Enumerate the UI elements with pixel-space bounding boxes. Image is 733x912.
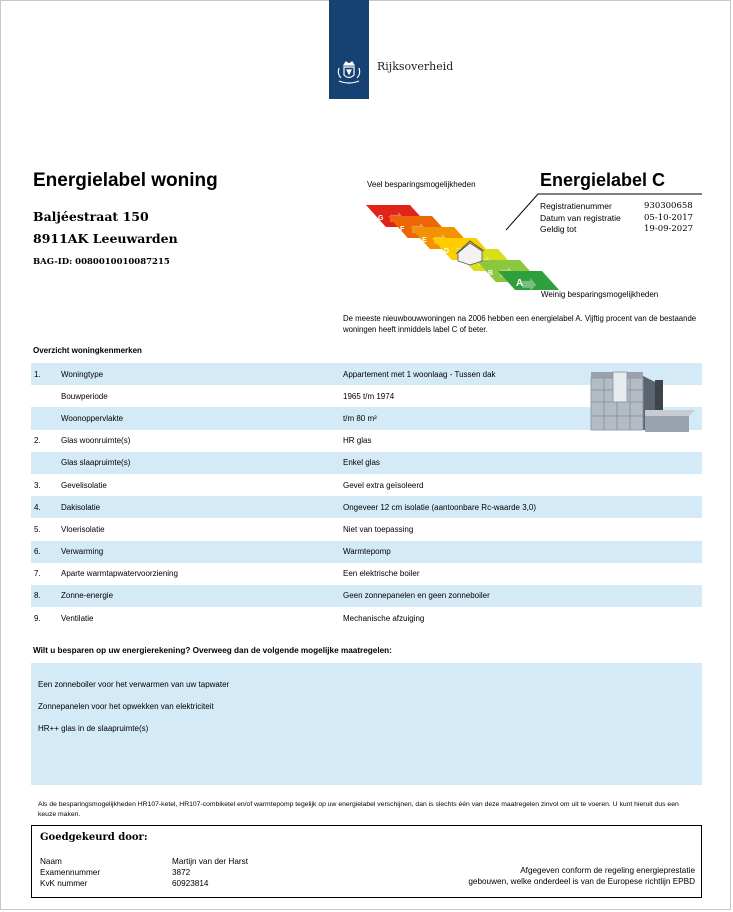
energy-class-letter: D <box>444 248 450 255</box>
table-row <box>31 607 702 629</box>
row-num: 5. <box>34 524 41 534</box>
detail-row: Registratienummer 930300658 <box>540 201 693 211</box>
row-value: Mechanische afzuiging <box>343 613 425 623</box>
table-row <box>31 585 702 607</box>
energy-class-letter: G <box>378 215 384 222</box>
overview-heading: Overzicht woningkenmerken <box>33 346 142 355</box>
row-name: Zonne-energie <box>61 591 114 601</box>
detail-row: Geldig tot 19-09-2027 <box>540 224 694 234</box>
approval-key: KvK nummer <box>40 879 88 888</box>
row-name: Woningtype <box>61 369 104 379</box>
row-value: HR glas <box>343 436 372 446</box>
row-num: 9. <box>34 613 41 623</box>
table-row <box>31 563 702 585</box>
intro-text: De meeste nieuwbouwwoningen na 2006 hebben een energielabel A. Vijftig procent van de bestaande woningen heeft inmiddels label C of beter. <box>343 314 697 334</box>
energy-label-heading: Energielabel C <box>540 170 666 190</box>
row-name: Woonoppervlakte <box>61 413 124 423</box>
row-value: Gevel extra geïsoleerd <box>343 480 424 490</box>
conform-statement <box>468 865 695 887</box>
crest-icon <box>333 56 365 88</box>
conform-line: Afgegeven conform de regeling energieprestatie <box>520 866 695 875</box>
row-value: Enkel glas <box>343 458 380 468</box>
energy-class-letter: B <box>488 270 494 277</box>
row-num: 2. <box>34 436 41 446</box>
conform-line: gebouwen, welke onderdeel is van de Europese richtlijn EPBD <box>468 877 695 886</box>
table-row <box>31 496 702 518</box>
address-postal-city: 8911AK Leeuwarden <box>33 231 178 246</box>
row-num: 3. <box>34 480 41 490</box>
row-value: Warmtepomp <box>343 547 391 557</box>
logo-text: Rijksoverheid <box>377 60 454 73</box>
row-num: 1. <box>34 369 41 379</box>
approval-heading: Goedgekeurd door: <box>40 832 148 843</box>
approval-box <box>31 825 702 898</box>
address-street: Baljéestraat 150 <box>33 209 149 224</box>
row-value: 1965 t/m 1974 <box>343 391 395 401</box>
advice-item: Een zonneboiler voor het verwarmen van uw tapwater <box>38 680 230 689</box>
row-num: 6. <box>34 547 41 557</box>
energy-class-letter: A <box>516 278 524 289</box>
row-value: Niet van toepassing <box>343 524 414 534</box>
approval-value: 3872 <box>172 868 191 877</box>
row-name: Glas slaapruimte(s) <box>61 458 131 468</box>
row-num: 4. <box>34 502 41 512</box>
row-name: Ventilatie <box>61 613 94 623</box>
house-illustration <box>585 370 700 435</box>
table-row <box>31 518 702 540</box>
row-name: Vloerisolatie <box>61 524 105 534</box>
energy-class-letter: E <box>422 237 427 244</box>
approval-key: Naam <box>40 857 62 866</box>
scale-bottom-label: Weinig besparingsmogelijkheden <box>541 290 659 299</box>
row-name: Dakisolatie <box>61 502 101 512</box>
row-value: t/m 80 m² <box>343 413 377 423</box>
energy-class-letter: F <box>400 226 405 233</box>
row-name: Verwarming <box>61 547 104 557</box>
row-num: 8. <box>34 591 41 601</box>
approval-value: Martijn van der Harst <box>172 857 248 866</box>
row-num: 7. <box>34 569 41 579</box>
advice-item: HR++ glas in de slaapruimte(s) <box>38 724 149 733</box>
registration-details <box>540 201 693 236</box>
row-value: Appartement met 1 woonlaag - Tussen dak <box>343 369 496 379</box>
advice-item: Zonnepanelen voor het opwekken van elektriciteit <box>38 702 214 711</box>
approval-key: Examennummer <box>40 868 101 877</box>
energy-class-a <box>498 271 560 290</box>
row-name: Aparte warmtapwatervoorziening <box>61 569 178 579</box>
page-title: Energielabel woning <box>33 170 218 191</box>
table-row <box>31 474 702 496</box>
scale-top-label: Veel besparingsmogelijkheden <box>367 180 476 189</box>
row-value: Geen zonnepanelen en geen zonneboiler <box>343 591 490 601</box>
row-name: Gevelisolatie <box>61 480 107 490</box>
row-value: Een elektrische boiler <box>343 569 420 579</box>
table-row <box>31 541 702 563</box>
bag-id: BAG-ID: 0080010010087215 <box>33 257 170 267</box>
row-value: Ongeveer 12 cm isolatie (aantoonbare Rc-waarde 3,0) <box>343 502 536 512</box>
footnote: Als de besparingsmogelijkheden HR107-ketel, HR107-combiketel en/of warmtepomp tegelijk op uw energielabel verschijnen, dan is slechts één van deze maatregelen zinvol om uit te voeren. U kunt hieruit dus een keuze maken. <box>38 801 679 818</box>
row-name: Bouwperiode <box>61 391 108 401</box>
detail-row: Datum van registratie 05-10-2017 <box>540 212 694 223</box>
table-row <box>31 452 702 474</box>
advice-heading: Wilt u besparen op uw energierekening? Overweeg dan de volgende mogelijke maatregelen: <box>33 646 392 655</box>
row-name: Glas woonruimte(s) <box>61 436 131 446</box>
approval-value: 60923814 <box>172 879 209 888</box>
